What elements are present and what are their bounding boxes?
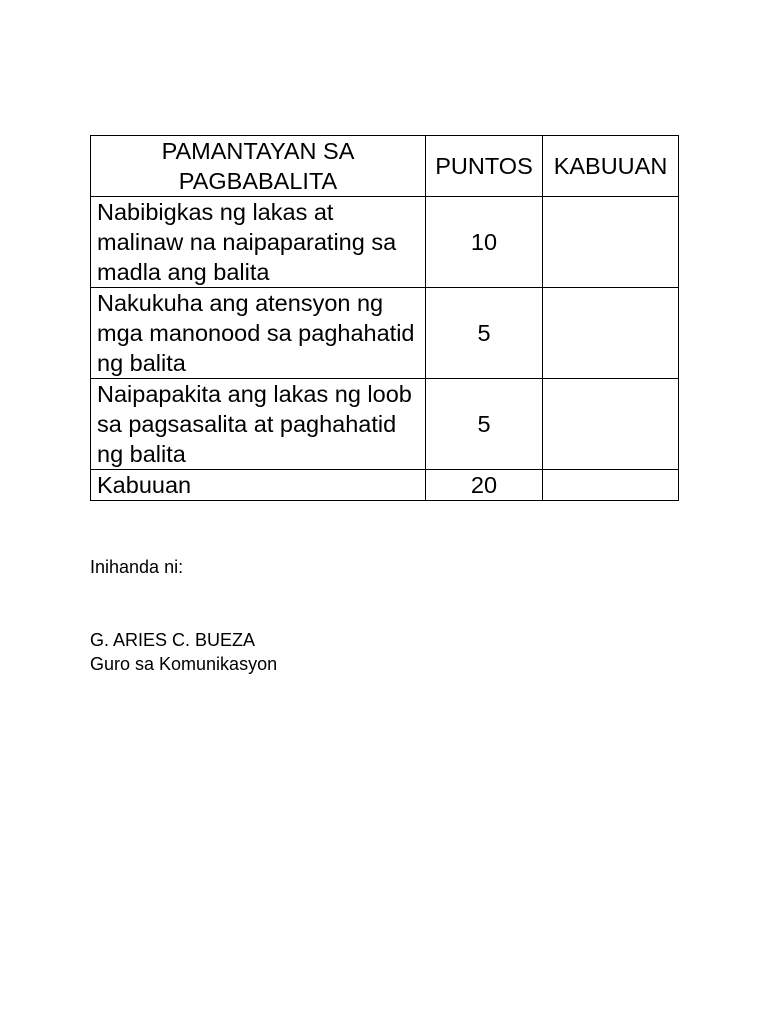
- criterion-cell: Naipapakita ang lakas ng loob sa pagsasalita at paghahatid ng balita: [91, 379, 426, 470]
- signatory-position: Guro sa Komunikasyon: [90, 654, 278, 674]
- signatory-name: G. ARIES C. BUEZA: [90, 630, 256, 650]
- table-header-row: [91, 136, 679, 197]
- signatory-block: [90, 628, 277, 676]
- total-points: 20: [426, 470, 543, 501]
- header-points: PUNTOS: [426, 136, 543, 197]
- total-score: [543, 470, 679, 501]
- table-row: [91, 379, 679, 470]
- points-cell: 10: [426, 197, 543, 288]
- total-row: [91, 470, 679, 501]
- score-cell: [543, 379, 679, 470]
- table-row: [91, 288, 679, 379]
- score-cell: [543, 197, 679, 288]
- header-total: KABUUAN: [543, 136, 679, 197]
- total-label: Kabuuan: [91, 470, 426, 501]
- criterion-cell: Nakukuha ang atensyon ng mga manonood sa paghahatid ng balita: [91, 288, 426, 379]
- prepared-by-label: Inihanda ni:: [90, 557, 184, 577]
- points-cell: 5: [426, 288, 543, 379]
- points-cell: 5: [426, 379, 543, 470]
- header-criteria: PAMANTAYAN SA PAGBABALITA: [91, 136, 426, 197]
- score-cell: [543, 288, 679, 379]
- table-row: [91, 197, 679, 288]
- criterion-cell: Nabibigkas ng lakas at malinaw na naipaparating sa madla ang balita: [91, 197, 426, 288]
- rubric-table: [90, 135, 679, 501]
